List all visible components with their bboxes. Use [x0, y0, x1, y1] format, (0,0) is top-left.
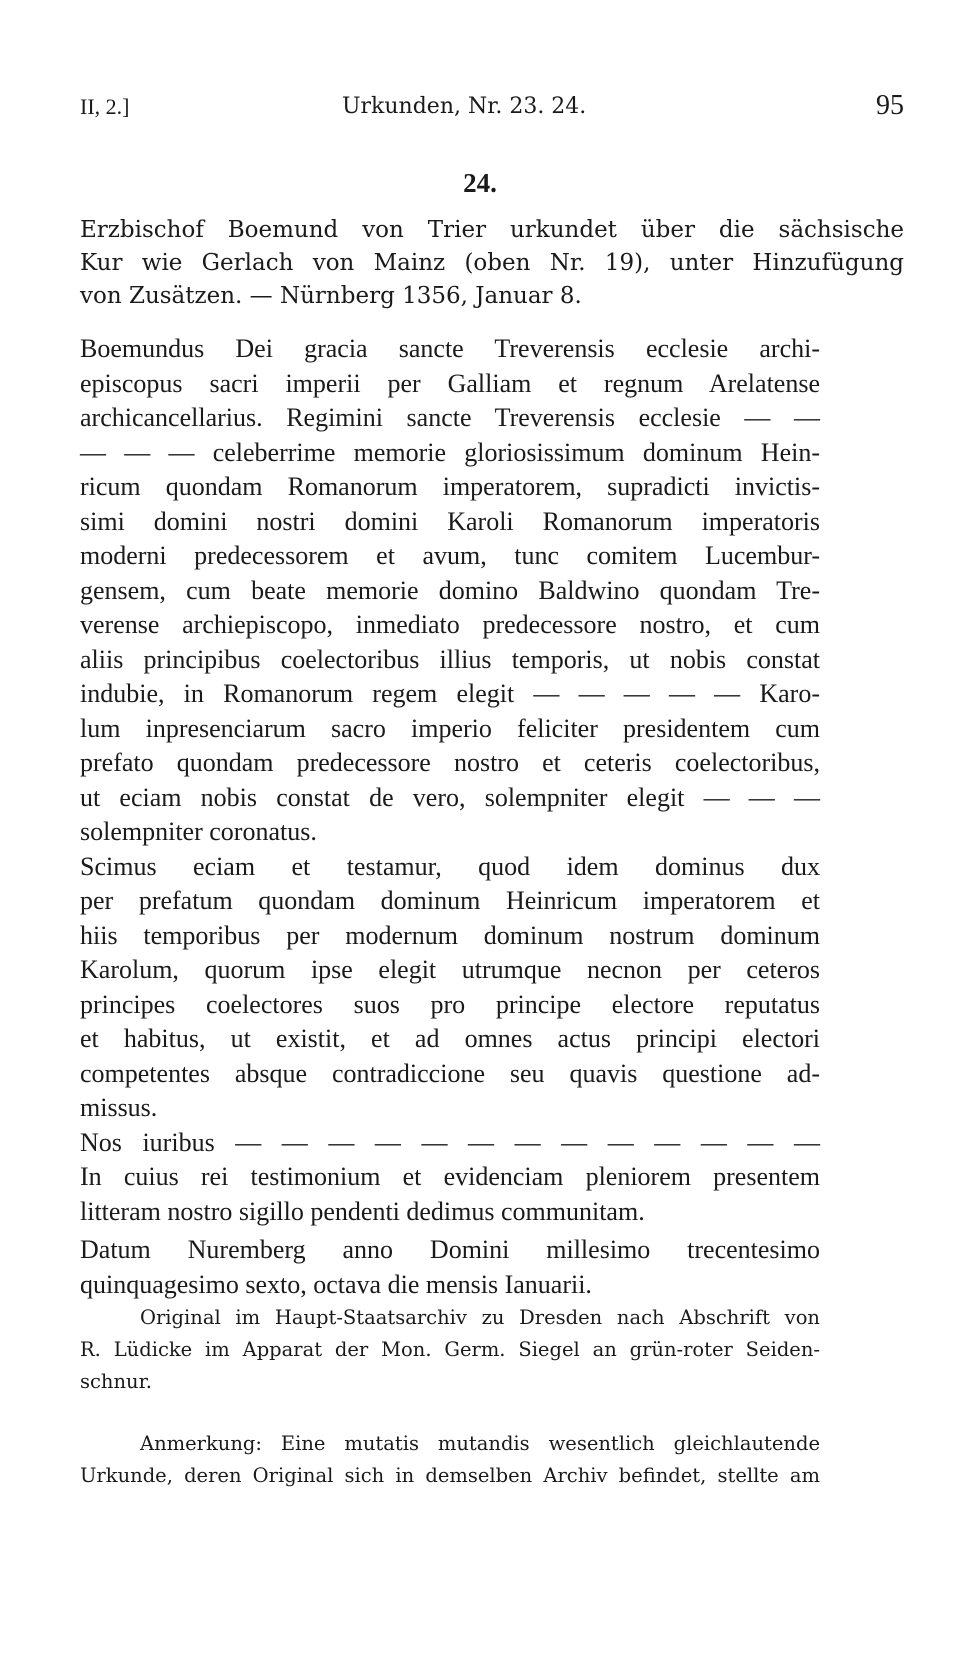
body-line: verense archiepiscopo, inmediato predecessore nostro, et cum	[80, 610, 820, 639]
summary-line: Kur wie Gerlach von Mainz (oben Nr. 19), unter Hinzufügung	[80, 250, 904, 276]
source-note	[80, 1302, 820, 1398]
body-line: gensem, cum beate memorie domino Baldwino quondam Tre-	[80, 575, 820, 605]
footnote-gap	[80, 1398, 820, 1428]
body-line: Boemundus Dei gracia sancte Treverensis ecclesie archi-	[80, 334, 820, 363]
body-line: Scimus eciam et testamur, quod idem dominus dux	[80, 851, 820, 881]
body-line: Datum Nuremberg anno Domini millesimo trecentesimo	[80, 1235, 820, 1264]
remark-line: Urkunde, deren Original sich in demselben Archiv befindet, stellte am	[80, 1464, 820, 1487]
body-line: et habitus, ut existit, et ad omnes actus principi electori	[80, 1024, 820, 1053]
body-line: aliis principibus coelectoribus illius temporis, ut nobis constat	[80, 644, 820, 674]
body-line: hiis temporibus per modernum dominum nostrum dominum	[80, 920, 820, 950]
source-note-line: R. Lüdicke im Apparat der Mon. Germ. Siegel an grün-roter Seiden-	[80, 1338, 820, 1361]
source-note-line: schnur.	[80, 1370, 152, 1393]
body-line: missus.	[80, 1093, 158, 1122]
running-title: Urkunden, Nr. 23. 24.	[342, 94, 587, 119]
body-line: lum inpresenciarum sacro imperio feliciter presidentem cum	[80, 713, 820, 743]
section-reference: II, 2.]	[80, 94, 130, 119]
body-line: ricum quondam Romanorum imperatorem, supradicti invictis-	[80, 472, 820, 501]
summary-line: Erzbischof Boemund von Trier urkundet über die sächsische	[80, 217, 904, 243]
body-line: episcopus sacri imperii per Galliam et regnum Arelatense	[80, 368, 820, 398]
body-line: prefato quondam predecessore nostro et ceteris coelectoribus,	[80, 748, 820, 777]
body-line: per prefatum quondam dominum Heinricum imperatorem et	[80, 886, 820, 915]
document-body	[80, 332, 820, 1302]
body-line: Karolum, quorum ipse elegit utrumque necnon per ceteros	[80, 955, 820, 984]
body-line: archicancellarius. Regimini sancte Treverensis ecclesie — —	[80, 403, 820, 432]
footnotes	[80, 1302, 820, 1492]
body-line: solempniter coronatus.	[80, 817, 317, 846]
remark-note	[80, 1428, 820, 1492]
body-line: ut eciam nobis constat de vero, solempniter elegit — — —	[80, 782, 820, 812]
document-summary	[80, 214, 904, 313]
document-number: 24.	[463, 168, 497, 198]
remark-line: Anmerkung: Eine mutatis mutandis wesentlich gleichlautende	[140, 1432, 820, 1455]
body-line: simi domini nostri domini Karoli Romanorum imperatoris	[80, 506, 820, 536]
summary-line: von Zusätzen. — Nürnberg 1356, Januar 8.	[80, 283, 582, 309]
body-line: litteram nostro sigillo pendenti dedimus communitam.	[80, 1196, 645, 1226]
body-line: indubie, in Romanorum regem elegit — — — — — Karo-	[80, 679, 820, 708]
source-note-line: Original im Haupt-Staatsarchiv zu Dresden nach Abschrift von	[140, 1306, 820, 1329]
page-number: 95	[876, 90, 904, 121]
body-line: — — — celeberrime memorie gloriosissimum dominum Hein-	[80, 437, 820, 467]
body-line: quinquagesimo sexto, octava die mensis Ianuarii.	[80, 1269, 592, 1299]
body-line: competentes absque contradiccione seu quavis questione ad-	[80, 1058, 820, 1088]
body-line: moderni predecessorem et avum, tunc comitem Lucembur-	[80, 541, 820, 570]
body-line: Nos iuribus — — — — — — — — — — — — —	[80, 1127, 820, 1157]
running-head	[80, 90, 904, 124]
body-line: In cuius rei testimonium et evidenciam pleniorem presentem	[80, 1162, 820, 1191]
body-line: principes coelectores suos pro principe electore reputatus	[80, 989, 820, 1019]
